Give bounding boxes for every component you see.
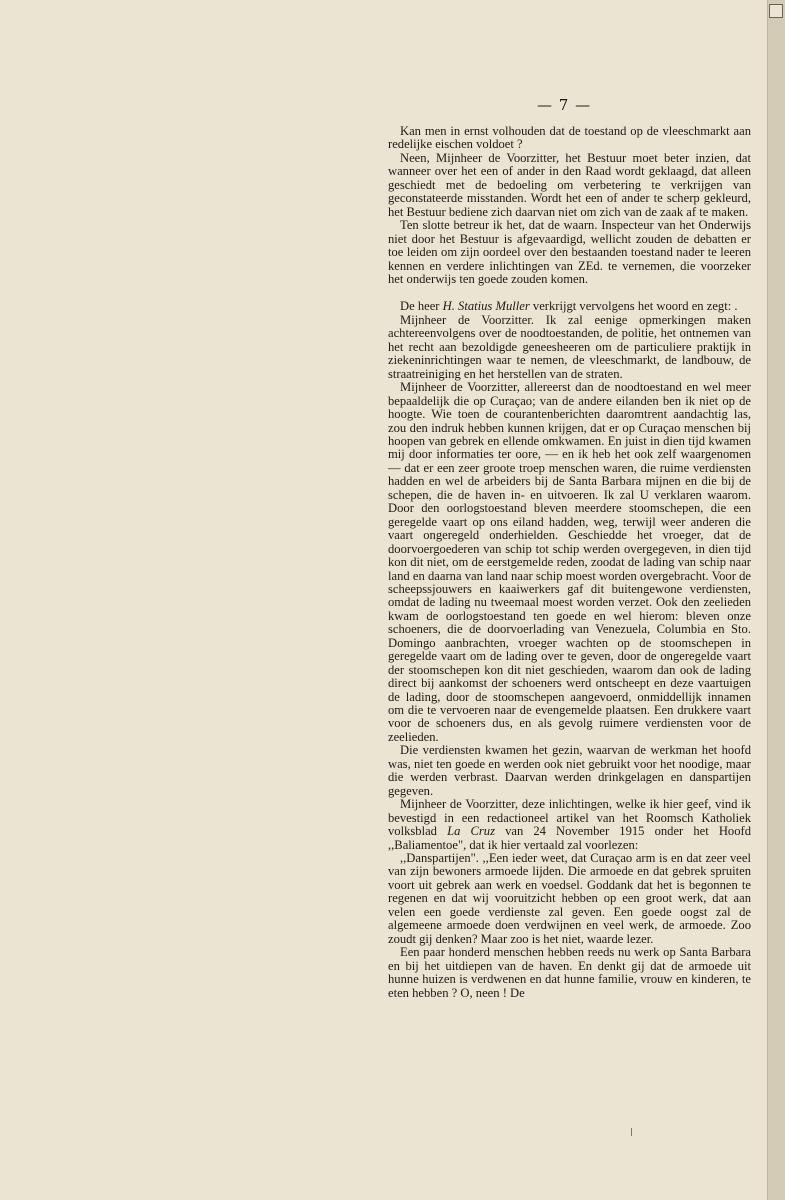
article-intro [388,798,751,852]
paragraph: Ten slotte betreur ik het, dat de waarn. Inspecteur van het Onderwijs niet door het Bestuur is afgevaardigd, wellicht zouden de debatten er toe leiden om zijn oordeel over den bestaanden toestand nader te leeren kennen en verdere inlichtingen van ZEd. te vernemen, die voorzeker het onderwijs ten goede zouden komen. [388,218,751,286]
paragraph: Mijnheer de Voorzitter, allereerst dan de noodtoestand en wel meer bepaaldelijk die op Curaçao; van de andere eilanden ben ik niet op de hoogte. Wie toen de courantenberichten daaromtrent aandachtig las, zou den indruk hebben kunnen krijgen, dat er op Curaçao menschen bij hoopen van gebrek en ellende omkwamen. En juist in dien tijd kwamen mij door informaties ter oore, — en ik heb het ook zelf waargenomen — dat er een zeer groote troep menschen waren, die ruime verdiensten hadden en wel de arbeiders bij de Santa Barbara mijnen en die bij de schepen, die de haven in- en uitvoeren. Ik zal U verklaren waarom. Door den oorlogstoestand bleven meerdere stoomschepen, die een geregelde vaart op ons eiland hadden, weg, terwijl weer anderen die vaart ongeregeld onderhielden. Geschiedde het vroeger, dat de doorvoergoederen van schip tot schip werden overgegeven, in dien tijd kon dit niet, om de eerstgemelde reden, zoodat de lading van schip naar land en daarna van land naar schip moest worden overgebracht. Voor de scheepssjouwers en kaaiwerkers gaf dit buitengewone verdiensten, omdat de lading nu tweemaal moest worden verzet. Ook den zeelieden kwam de oorlogstoestand ten goede en wel hierom: bleven onze schoeners, die de doorvoerlading van Venezuela, Columbia en Sto. Domingo aanbrachten, vroeger wachten op de stoomschepen in geregelde vaart om de lading over te geven, door de ongeregelde vaart der stoomschepen kon dit niet geschieden, waarom dan ook de lading direct bij aankomst der schoeners werd ontscheept en deze vaartuigen de lading, door de stoomschepen aangevoerd, onmiddellijk innamen om die te vervoeren naar de evengemelde plaatsen. Een drukkere vaart voor de schoeners dus, en als gevolg ruimere verdiensten voor de zeelieden. [388,380,751,744]
paragraph: Neen, Mijnheer de Voorzitter, het Bestuur moet beter inzien, dat wanneer over het een of ander in den Raad wordt geklaagd, dat alleen geschiedt met de bedoeling om verbetering te verkrijgen van geconstateerde misstanden. Wordt het een of ander te scherp gekleurd, het Bestuur bediene zich daarvan niet om zich van de zaak af te maken. [388,150,751,219]
paragraph: Die verdiensten kwamen het gezin, waarvan de werkman het hoofd was, niet ten goede en werden ook niet gebruikt voor het noodige, maar die werden verbrast. Daarvan werden drinkgelagen en danspartijen gegeven. [388,743,751,798]
print-mark [631,1128,632,1136]
speaker-intro-after: verkrijgt vervolgens het woord en zegt: . [529,299,738,314]
paragraph: Kan men in ernst volhouden dat de toestand op de vleeschmarkt aan redelijke eischen voldoet ? [388,124,751,152]
article-intro-before: Mijnheer de Voorzitter, deze inlichtingen, welke ik hier geef, vind ik bevestigd in een redactioneel artikel van het Roomsch Katholiek volksblad [388,797,751,839]
newspaper-name: La Cruz [447,824,495,839]
paragraph: Een paar honderd menschen hebben reeds nu werk op Santa Barbara en bij het uitdiepen van de haven. En denkt gij dat de armoede uit hunne huizen is verdwenen en dat hunne familie, vrouw en kinderen, te eten hebben ? O, neen ! De [388,945,751,1000]
text-column [388,125,751,1000]
scan-corner-marker [769,4,783,18]
scan-edge [767,0,785,1200]
speaker-intro-before: De heer [400,299,443,314]
page-number: — 7 — [537,96,592,114]
speaker-intro [388,300,751,313]
paragraph: ,,Danspartijen". ,,Een ieder weet, dat Curaçao arm is en dat zeer veel van zijn bewoners armoede lijden. Die armoede en dat gebrek spruiten voort uit gebrek aan werk en voedsel. Goddank dat het is begonnen te regenen en dat wij vooruitzicht hebben op een groot werk, dat aan velen een goede verdienste zal geven. Een goede oogst zal de algemeene armoede doen verdwijnen en veel werk, de armoede. Zoo zoudt gij denken? Maar zoo is het niet, waarde lezer. [388,851,751,946]
article-intro-after: van 24 November 1915 onder het Hoofd ,,Baliamentoe", dat ik hier vertaald zal voorlezen: [388,824,752,852]
speaker-name: H. Statius Muller [442,299,530,314]
paragraph: Mijnheer de Voorzitter. Ik zal eenige opmerkingen maken achtereenvolgens over de noodtoestanden, de politie, het ontnemen van het recht aan bezoldigde geneesheeren om de particuliere praktijk in ziekeninrichtingen waar te nemen, de vleeschmarkt, de landbouw, de straatreiniging en het herstellen van de straten. [388,312,751,381]
